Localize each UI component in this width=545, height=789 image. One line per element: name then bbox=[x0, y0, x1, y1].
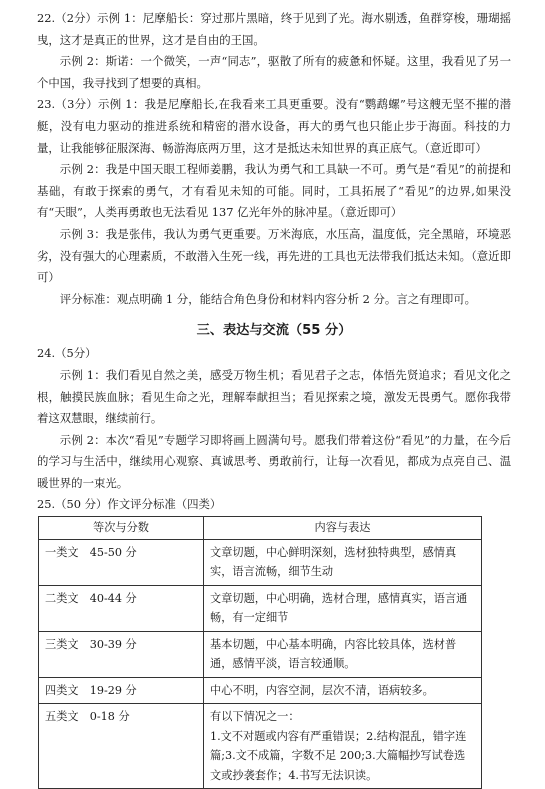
grade-level-cell: 四类文 19-29 分 bbox=[39, 677, 204, 704]
q22-example-1: 22.（2分）示例 1：尼摩船长：穿过那片黑暗，终于见到了光。海水剔透，鱼群穿梭，珊瑚摇曳，这才是真正的世界，这才是自由的王国。 bbox=[37, 11, 511, 47]
grade-desc-cell bbox=[204, 539, 482, 585]
table-row bbox=[39, 704, 482, 789]
q22-example-2: 示例 2：斯诺：一个微笑，一声“同志”，驱散了所有的疲惫和怀疑。这里，我看见了另一个中国，我寻找到了想要的真相。 bbox=[37, 54, 511, 90]
grade-desc-cell bbox=[204, 704, 482, 789]
q24-example-2: 示例 2：本次“看见”专题学习即将画上圆满句号。愿我们带着这份“看见”的力量，在今后的学习与生活中，继续用心观察、真诚思考、勇敢前行，让每一次看见，都成为点亮自己、温暖世界的一束光。 bbox=[37, 432, 511, 490]
q23-example-3: 示例 3：我是张伟，我认为勇气更重要。万米海底，水压高，温度低，完全黑暗，环境恶劣，没有强大的心理素质，不敢潜入生死一线，再先进的工具也无法带我们抵达未知。（意近即可） bbox=[37, 226, 511, 285]
q24-example-1: 示例 1：我们看见自然之美，感受万物生机；看见君子之志，体悟先贤追求；看见文化之根，触摸民族血脉；看见生命之光，理解奉献担当；看见探索之境，激发无畏勇气。愿你我带着这双慧眼，继续前行。 bbox=[37, 367, 511, 426]
table-row bbox=[39, 539, 482, 585]
essay-grading-table bbox=[38, 516, 482, 789]
grade-desc-text: 文章切题，中心鲜明深刻，选材独特典型，感情真实，语言流畅，细节生动 bbox=[210, 545, 457, 579]
grade-level-cell: 二类文 40-44 分 bbox=[39, 585, 204, 631]
grade-level-cell: 五类文 0-18 分 bbox=[39, 704, 204, 789]
q25-heading: 25.（50 分）作文评分标准（四类） bbox=[37, 497, 222, 512]
q24-heading: 24.（5分） bbox=[37, 346, 97, 361]
table-header-row bbox=[39, 517, 482, 540]
grade-level-cell: 一类文 45-50 分 bbox=[39, 539, 204, 585]
grade-desc-text: 中心不明，内容空洞，层次不清，语病较多。 bbox=[210, 683, 434, 697]
grade-desc-cell bbox=[204, 585, 482, 631]
column-header-level: 等次与分数 bbox=[39, 517, 204, 540]
column-header-content: 内容与表达 bbox=[204, 517, 482, 540]
q23-example-1: 23.（3分）示例 1：我是尼摩船长,在我看来工具更重要。没有“鹦鹉螺”号这艘无坚不摧的潜艇，没有电力驱动的推进系统和精密的潜水设备，再大的勇气也只能止步于海面。科技的力量，让我能够征服深海、畅游海底两万里，这才是抵达未知世界的真正底气。（意近即可） bbox=[37, 97, 511, 155]
q23-example-2: 示例 2：我是中国天眼工程师姜鹏，我认为勇气和工具缺一不可。勇气是“看见”的前提和基础，有敢于探索的勇气，才有看见未知的可能。同时，工具拓展了“看见”的边界,如果没有“天眼”，人类再勇敢也无法看见 137 亿光年外的脉冲星。（意近即可） bbox=[37, 162, 511, 220]
table-row bbox=[39, 677, 482, 704]
table-row bbox=[39, 631, 482, 677]
grade-desc-cell bbox=[204, 631, 482, 677]
grade-desc-text: 文章切题，中心明确，选材合理，感情真实，语言通畅，有一定细节 bbox=[210, 591, 468, 625]
table-row bbox=[39, 585, 482, 631]
q23-scoring-criteria: 评分标准：观点明确 1 分，能结合角色身份和材料内容分析 2 分。言之有理即可。 bbox=[59, 291, 477, 306]
grade-desc-cell bbox=[204, 677, 482, 704]
grade-desc-text: 1.文不对题或内容有严重错误；2.结构混乱，错字连篇;3.文不成篇，字数不足 200;3.大篇幅抄写试卷选文或抄袭套作；4.书写无法识读。 bbox=[210, 729, 467, 782]
grade-desc-text: 有以下情况之一： bbox=[210, 710, 300, 724]
section-title: 三、表达与交流（55 分） bbox=[196, 323, 352, 339]
grade-level-cell: 三类文 30-39 分 bbox=[39, 631, 204, 677]
grade-desc-text: 基本切题，中心基本明确，内容比较具体，选材普通，感情平淡，语言较通顺。 bbox=[210, 637, 457, 671]
